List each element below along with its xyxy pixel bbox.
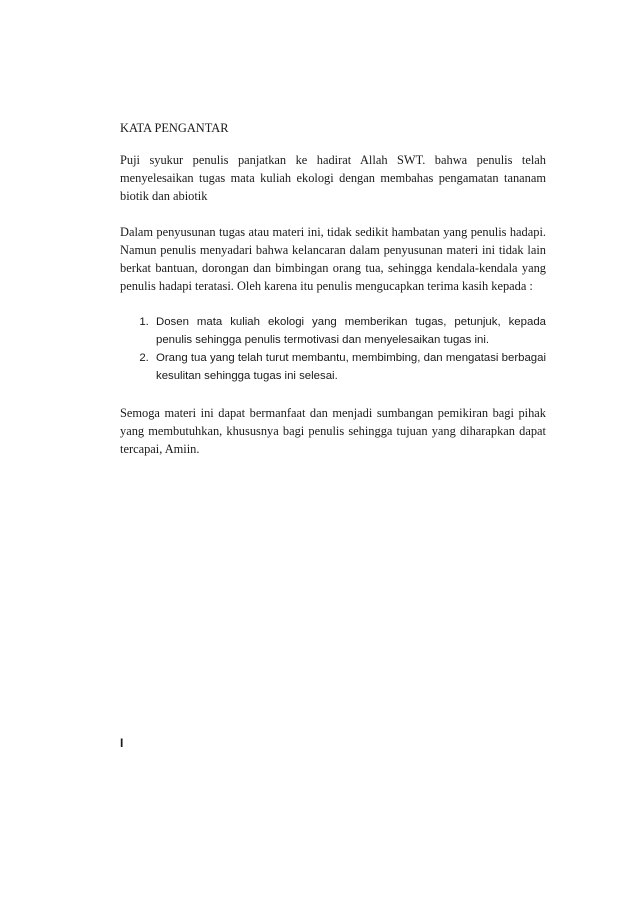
list-item: 1. Dosen mata kuliah ekologi yang memberikan tugas, petunjuk, kepada penulis sehingga penulis termotivasi dan menyelesaikan tugas ini. xyxy=(152,313,546,349)
paragraph-closing: Semoga materi ini dapat bermanfaat dan menjadi sumbangan pemikiran bagi pihak yang membutuhkan, khususnya bagi penulis sehingga tujuan yang diharapkan dapat tercapai, Amiin. xyxy=(120,406,546,456)
page-number: I xyxy=(120,736,124,750)
thanks-list xyxy=(120,313,546,385)
paragraph-opening: Puji syukur penulis panjatkan ke hadirat Allah SWT. bahwa penulis telah menyelesaikan tugas mata kuliah ekologi dengan membahas pengamatan tananam biotik dan abiotik xyxy=(120,153,546,203)
page-content xyxy=(120,119,546,476)
page-title: KATA PENGANTAR xyxy=(120,121,229,135)
list-item: 2. Orang tua yang telah turut membantu, membimbing, dan mengatasi berbagai kesulitan sehingga tugas ini selesai. xyxy=(152,349,546,385)
paragraph-acknowledgement: Dalam penyusunan tugas atau materi ini, tidak sedikit hambatan yang penulis hadapi. Namun penulis menyadari bahwa kelancaran dalam penyusunan materi ini tidak lain berkat bantuan, dorongan dan bimbingan orang tua, sehingga kendala-kendala yang penulis hadapi teratasi. Oleh karena itu penulis mengucapkan terima kasih kepada : xyxy=(120,225,546,293)
